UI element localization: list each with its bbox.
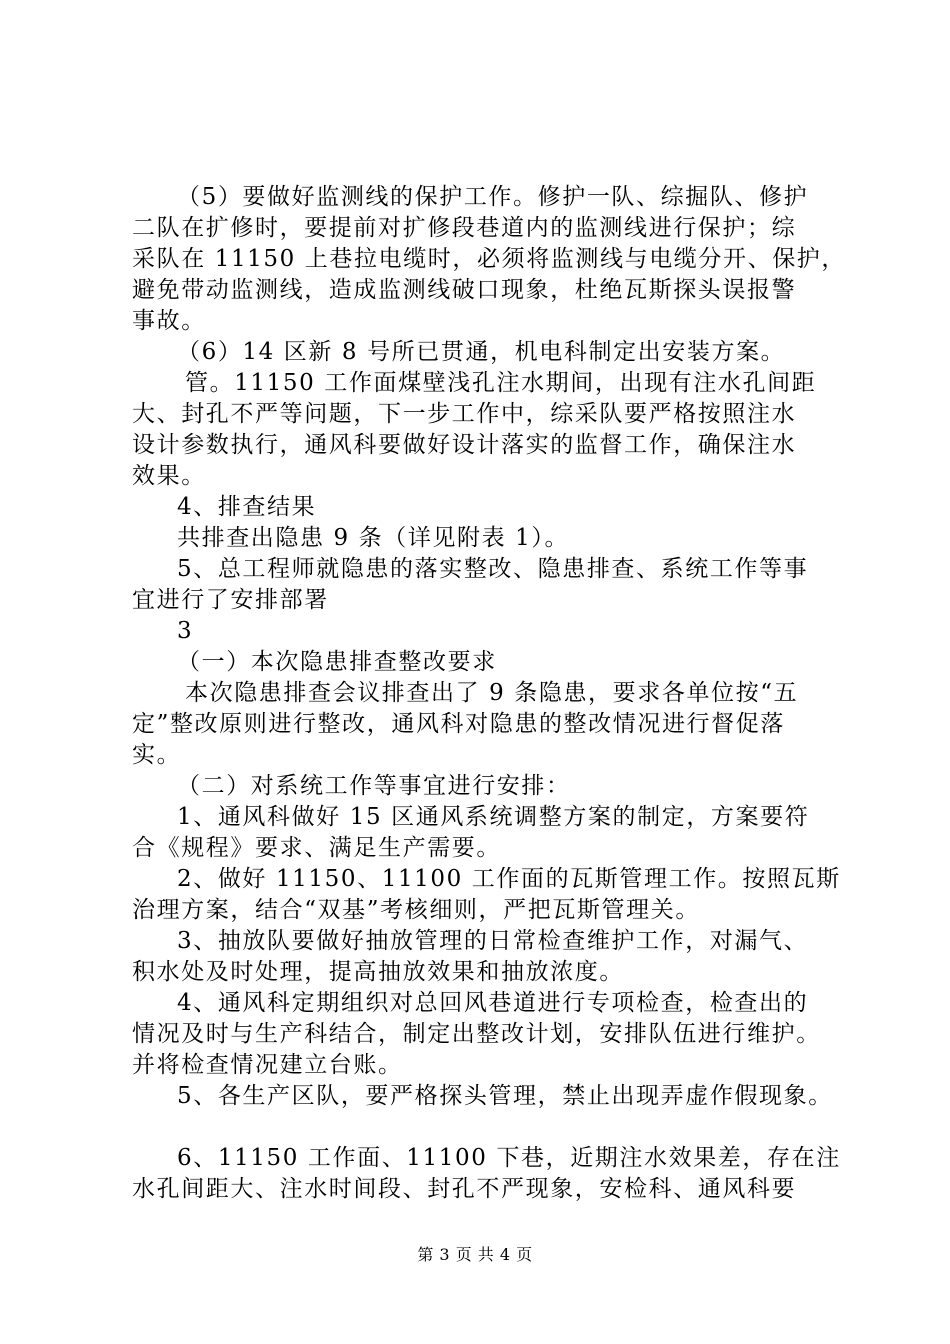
- body-text-line: 二队在扩修时，要提前对扩修段巷道内的监测线进行保护；综: [132, 215, 797, 241]
- body-text-line: 情况及时与生产科结合，制定出整改计划，安排队伍进行维护。: [132, 1021, 821, 1047]
- body-text-line: （6）14 区新 8 号所已贯通，机电科制定出安装方案。: [177, 339, 786, 365]
- body-text-line: 定”整改原则进行整改，通风科对隐患的整改情况进行督促落: [132, 711, 785, 737]
- page-footer: 第 3 页 共 4 页: [417, 1245, 533, 1264]
- body-text-line: 效果。: [132, 463, 206, 489]
- body-text-line: 宜进行了安排部署: [132, 587, 329, 613]
- body-text-line: 水孔间距大、注水时间段、封孔不严现象，安检科、通风科要: [132, 1176, 797, 1202]
- section-heading: 4、排查结果: [177, 494, 317, 520]
- body-text-line: 2、做好 11150、11100 工作面的瓦斯管理工作。按照瓦斯: [177, 866, 841, 892]
- body-text-line: （5）要做好监测线的保护工作。修护一队、综掘队、修护: [177, 184, 809, 210]
- body-text-line: 管。11150 工作面煤壁浅孔注水期间，出现有注水孔间距: [185, 370, 817, 396]
- body-text-line: 治理方案，结合“双基”考核细则，严把瓦斯管理关。: [132, 897, 700, 923]
- body-text-line: 合《规程》要求、满足生产需要。: [132, 835, 501, 861]
- body-text-line: 并将检查情况建立台账。: [132, 1052, 403, 1078]
- body-text-line: 共排查出隐患 9 条（详见附表 1）。: [177, 525, 570, 551]
- body-text-line: 采队在 11150 上巷拉电缆时，必须将监测线与电缆分开、保护，: [132, 246, 846, 272]
- body-text-line: 4、通风科定期组织对总回风巷道进行专项检查，检查出的: [177, 990, 809, 1016]
- body-text-line: 设计参数执行，通风科要做好设计落实的监督工作，确保注水: [132, 432, 797, 458]
- body-text-line: 本次隐患排查会议排查出了 9 条隐患，要求各单位按“五: [185, 680, 799, 706]
- section-heading: （一）本次隐患排查整改要求: [177, 649, 497, 675]
- body-text-line: 1、通风科做好 15 区通风系统调整方案的制定，方案要符: [177, 804, 810, 830]
- body-text-line: 避免带动监测线，造成监测线破口现象，杜绝瓦斯探头误报警: [132, 277, 797, 303]
- body-text-line: 5、各生产区队，要严格探头管理，禁止出现弄虚作假现象。: [177, 1083, 833, 1109]
- body-text-line: 3: [177, 618, 194, 644]
- section-heading: （二）对系统工作等事宜进行安排：: [177, 773, 571, 799]
- body-text-line: 5、总工程师就隐患的落实整改、隐患排查、系统工作等事: [177, 556, 809, 582]
- body-text-line: 事故。: [132, 308, 206, 334]
- body-text-line: 6、11150 工作面、11100 下巷，近期注水效果差，存在注: [177, 1145, 841, 1171]
- body-text-line: 实。: [132, 742, 182, 768]
- body-text-line: 3、抽放队要做好抽放管理的日常检查维护工作，对漏气、: [177, 928, 809, 954]
- body-text-line: 大、封孔不严等问题，下一步工作中，综采队要严格按照注水: [132, 401, 797, 427]
- body-text-line: 积水处及时处理，提高抽放效果和抽放浓度。: [132, 959, 624, 985]
